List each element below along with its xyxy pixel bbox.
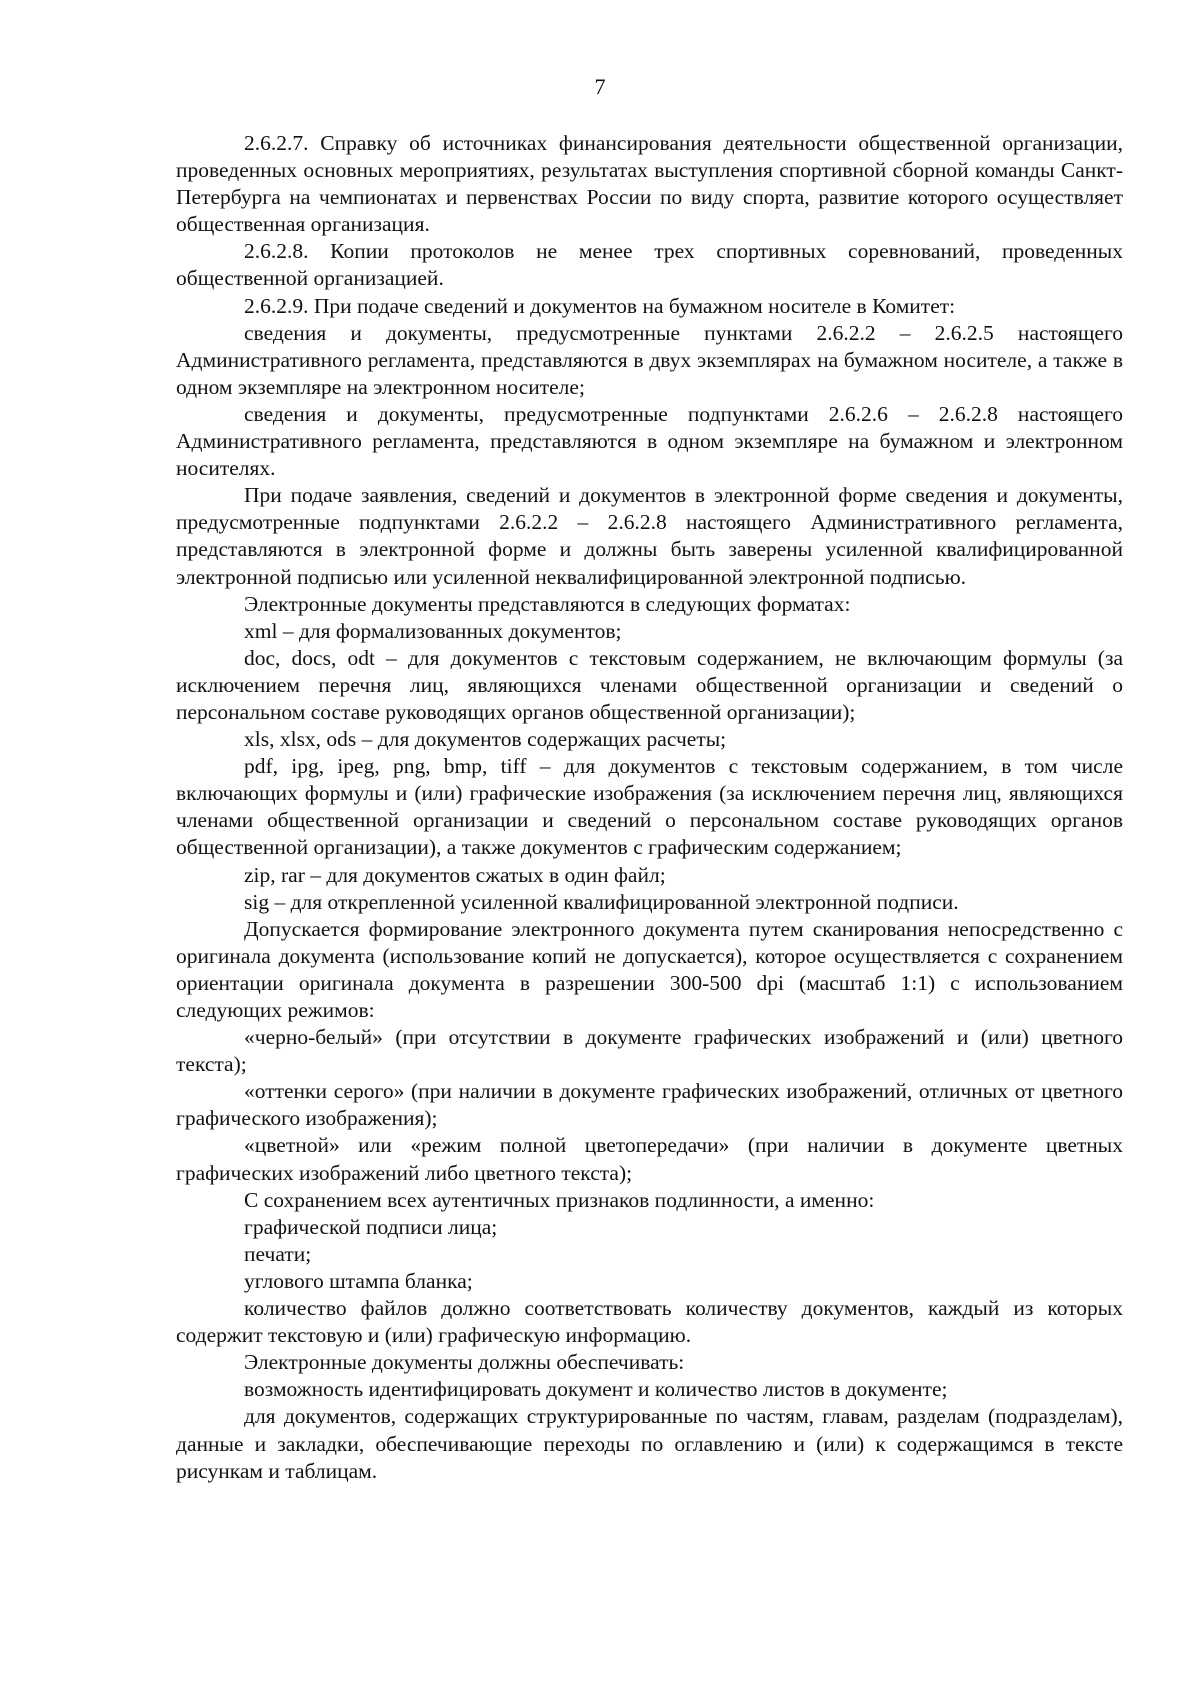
authenticity-item-seal: печати; xyxy=(244,1241,312,1266)
format-item-xml: xml – для формализованных документов; xyxy=(244,618,622,643)
format-item-pdf: pdf, ipg, ipeg, png, bmp, tiff – для документов с текстовым содержанием, в том числе включающих формулы и (или) графические изображения (за исключением перечня лиц, являющихся членами общественной организации и сведений о персональном составе руководящих органов общественной организации), а также документов с графическим содержанием; xyxy=(176,754,1123,860)
format-item-xls: xls, xlsx, ods – для документов содержащих расчеты; xyxy=(244,727,727,752)
paragraph-paper-one-copy: сведения и документы, предусмотренные подпунктами 2.6.2.6 – 2.6.2.8 настоящего Административного регламента, представляются в одном экземпляре на бумажном и электронном носителях. xyxy=(176,401,1123,481)
paragraph-formats-intro: Электронные документы представляются в следующих форматах: xyxy=(244,591,851,616)
format-item-doc: doc, docs, odt – для документов с текстовым содержанием, не включающим формулы (за исключением перечня лиц, являющихся членами общественной организации и сведений о персональном составе руководящих органов общественной организации); xyxy=(176,645,1123,724)
page-number: 7 xyxy=(594,74,606,99)
format-item-sig: sig – для открепленной усиленной квалифицированной электронной подписи. xyxy=(244,889,959,914)
paragraph-electronic-submission: При подаче заявления, сведений и документов в электронной форме сведения и документы, предусмотренные подпунктами 2.6.2.2 – 2.6.2.8 настоящего Административного регламента, представляются в электронной форме и должны быть заверены усиленной квалифицированной электронной подписью или усиленной неквалифицированной электронной подписью. xyxy=(176,483,1123,589)
format-item-zip: zip, rar – для документов сжатых в один файл; xyxy=(244,862,666,887)
scan-mode-black-white: «черно-белый» (при отсутствии в документе графических изображений и (или) цветного текста); xyxy=(176,1025,1123,1077)
paragraph-authenticity: С сохранением всех аутентичных признаков подлинности, а именно: xyxy=(244,1187,875,1212)
paragraph-2-6-2-8: 2.6.2.8. Копии протоколов не менее трех спортивных соревнований, проведенных общественной организацией. xyxy=(176,239,1123,291)
paragraph-paper-two-copies: сведения и документы, предусмотренные пунктами 2.6.2.2 – 2.6.2.5 настоящего Административного регламента, представляются в двух экземплярах на бумажном носителе, а также в одном экземпляре на электронном носителе; xyxy=(176,320,1123,399)
authenticity-item-stamp: углового штампа бланка; xyxy=(244,1268,473,1293)
paragraph-file-count: количество файлов должно соответствовать количеству документов, каждый из которых содержит текстовую и (или) графическую информацию. xyxy=(176,1296,1123,1348)
paragraph-2-6-2-9: 2.6.2.9. При подаче сведений и документов на бумажном носителе в Комитет: xyxy=(244,293,956,318)
document-body xyxy=(176,130,1123,1485)
paragraph-requirements-intro: Электронные документы должны обеспечивать: xyxy=(244,1350,685,1375)
requirement-item-identify: возможность идентифицировать документ и количество листов в документе; xyxy=(244,1377,948,1402)
paragraph-2-6-2-7: 2.6.2.7. Справку об источниках финансирования деятельности общественной организации, проведенных основных мероприятиях, результатах выступления спортивной сборной команды Санкт-Петербурга на чемпионатах и первенствах России по виду спорта, развитие которого осуществляет общественная организация. xyxy=(176,131,1123,237)
scan-mode-grayscale: «оттенки серого» (при наличии в документе графических изображений, отличных от цветного графического изображения); xyxy=(176,1079,1123,1131)
scan-mode-color: «цветной» или «режим полной цветопередачи» (при наличии в документе цветных графических изображений либо цветного текста); xyxy=(176,1133,1123,1185)
authenticity-item-signature: графической подписи лица; xyxy=(244,1214,498,1239)
paragraph-scanning: Допускается формирование электронного документа путем сканирования непосредственно с оригинала документа (использование копий не допускается), которое осуществляется с сохранением ориентации оригинала документа в разрешении 300-500 dpi (масштаб 1:1) с использованием следующих режимов: xyxy=(176,916,1123,1022)
requirement-item-structure: для документов, содержащих структурированные по частям, главам, разделам (подразделам), данные и закладки, обеспечивающие переходы по оглавлению и (или) к содержащимся в тексте рисункам и таблицам. xyxy=(176,1404,1123,1483)
